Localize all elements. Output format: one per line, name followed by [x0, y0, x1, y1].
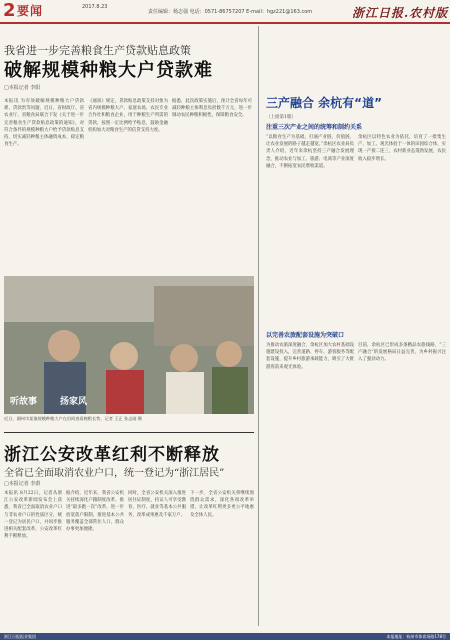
photo-overlay-2: 扬家风 — [60, 397, 88, 407]
page-footer — [0, 633, 450, 640]
right-column-4: 目前，余杭区已形成多条精品农旅线路，“三产融合”的发展格局日益完善，为乡村振兴注入了强劲动力。 — [358, 343, 446, 363]
article-kicker: 我省进一步完善粮食生产贷款贴息政策 — [4, 44, 191, 57]
bottom-column-1: 本报讯 8月22日，记者从浙江公安改革新闻发布会上获悉，我省已全面取消农业户口与非农业户口的性质区分，统一登记为居民户口，并同步推进相关配套改革，公安改革红利不断释放。 — [4, 491, 62, 540]
article-headline: 破解规模种粮大户贷款难 — [4, 60, 213, 81]
right-column-3: 为推动农旅深度融合，余杭区加大农村基础设施建设投入，完善道路、停车、游客服务等配套设施，提升乡村旅游承载能力，吸引了大批游客前来观光体验。 — [266, 343, 354, 370]
article-column-1: 本报讯 为有效破解规模种粮大户贷款难、贷款贵等问题，近日，省财政厅、省农业厅、省粮食局联合下发《关于进一步完善粮食生产贷款贴息政策的通知》，对符合条件的规模种粮大户给予贷款贴息支持，切实减轻种粮主体融资成本，稳定粮食生产。 — [4, 99, 84, 148]
page-number: 2 — [3, 0, 16, 21]
bottom-column-3: 同时，全省公安机关深入推进居住证制度，持证人可享受教育、医疗、就业等基本公共服务，改革成果惠及千家万户。 — [128, 491, 186, 518]
right-subhead-2: 以完善农旅配套设施为突破口 — [266, 332, 345, 339]
right-kicker-tag: （上接第1版） — [266, 115, 296, 120]
article-byline: □本报记者 李阳 — [4, 85, 41, 91]
news-photo — [4, 276, 254, 414]
photo-overlay-1: 听故事 — [10, 397, 38, 407]
masthead-logo: 浙江日报.农村版 — [352, 6, 449, 20]
article-column-2: 《通知》规定，贷款贴息政策支持对象为省内规模种粮大户、家庭农场、农民专业合作社和粮食企业，用于种粮生产所需的贷款，按照一定比例给予贴息，鼓励金融机构加大对粮食生产的信贷支持力度。 — [88, 99, 168, 133]
footer-right: 本报地址：杭州市体育场路178号 — [386, 634, 446, 639]
bottom-deck: 全省已全面取消农业户口，统一登记为“浙江居民” — [4, 468, 225, 479]
article-column-3: 据悉，此次政策实施后，预计全省每年可减轻种粮主体利息负担数千万元，进一步调动农民种粮积极性，保障粮食安全。 — [172, 99, 252, 119]
right-headline: 三产融合 余杭有“道” — [266, 96, 382, 110]
news-photo-image — [4, 276, 254, 414]
right-column-2: 余杭区以特色农业为依托，培育了一批集生产、加工、观光体验于一体的田园综合体，实现一产接二连三，农村新业态蓬勃发展，农民收入稳步增长。 — [358, 135, 446, 162]
footer-left: 浙江日报报业集团 — [4, 634, 36, 639]
section-title: 要闻 — [17, 4, 44, 18]
section-rule — [4, 432, 254, 433]
right-subhead: 注重三次产业之间的统筹和制约关系 — [266, 124, 363, 131]
issue-date: 2017.8.23 — [82, 4, 108, 10]
right-column-1: “以粮食生产为基础，打通产业链、价值链，让农业发展的路子越走越宽。”余杭区农业局负责人介绍，近年来余杭坚持三产融合发展理念，推动农业与加工、旅游、电商等产业深度融合，不断拓宽农民增收渠道。 — [266, 135, 354, 169]
bottom-column-4: 下一步，全省公安机关将继续围绕群众需求，深化各项改革举措，让改革红利更多更公平地惠及全体人民。 — [190, 491, 254, 518]
column-divider — [258, 26, 259, 626]
bottom-byline: □本报记者 李蔚 — [4, 481, 41, 487]
bottom-headline: 浙江公安改革红利不断释放 — [4, 445, 220, 465]
photo-caption: 近日，湖州市某镇规模种粮大户在田间查看晚稻长势，记者 王正 张志刚 摄 — [4, 416, 142, 421]
editor-line: 责任编辑：杨志强 电话：0571-86757207 E-mail：hgz221@163.com — [148, 9, 313, 15]
bottom-column-2: 据介绍，近年来，我省公安机关持续深化户籍制度改革，推进“最多跑一次”改革，进一步放宽落户限制，推进基本公共服务覆盖全部常住人口，群众办事更加便捷。 — [66, 491, 124, 533]
